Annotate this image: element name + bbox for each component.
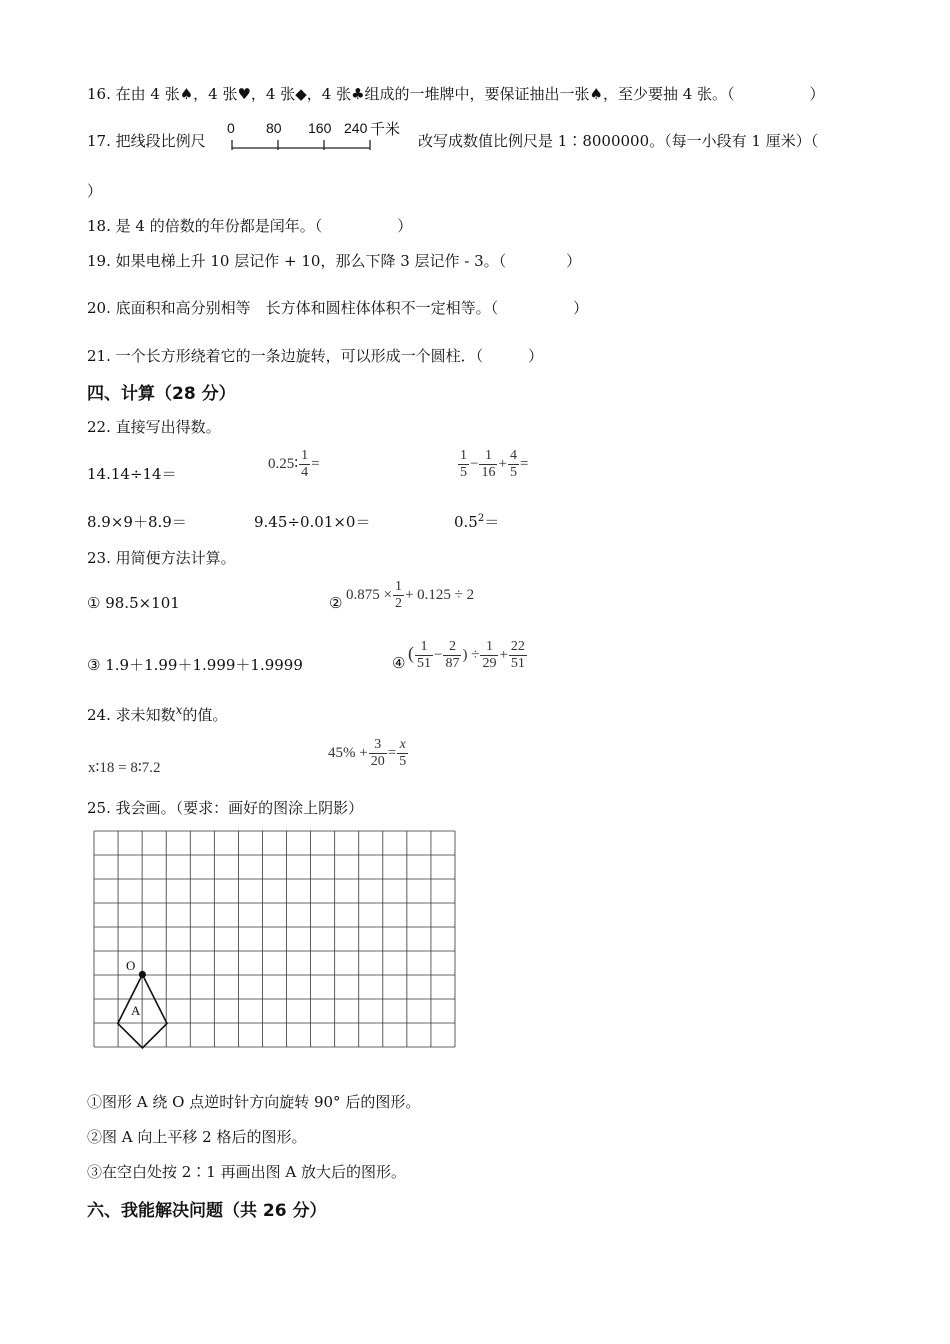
expr-part: = <box>311 456 320 473</box>
expr-part: 0.875 × <box>346 587 392 604</box>
operator: = <box>387 745 397 762</box>
title-part: 24. 求未知数 <box>87 706 176 724</box>
grid-svg <box>93 830 457 1050</box>
scale-tick-label: 80 <box>266 120 282 136</box>
equation-1: x∶18 = 8∶7.2 <box>88 760 161 776</box>
denominator: 29 <box>482 656 497 672</box>
calc-9-45: 9.45÷0.01×0＝ <box>254 513 371 531</box>
numerator: 3 <box>369 737 387 754</box>
denominator: 5 <box>460 465 467 481</box>
numerator: 1 <box>415 639 433 656</box>
grid-lines <box>94 831 455 1047</box>
fraction <box>479 448 497 481</box>
expr-part: 45% + <box>328 745 368 762</box>
expr-part: ＝ <box>484 513 500 531</box>
question-25-title: 25. 我会画。（要求：画好的图涂上阴影） <box>87 799 364 817</box>
bracket: ) ÷ <box>462 647 480 664</box>
calc-fraction-sum <box>457 448 528 481</box>
label-a: A <box>131 1003 141 1018</box>
numerator: 22 <box>509 639 527 656</box>
numerator: 1 <box>480 639 498 656</box>
fraction <box>443 639 461 672</box>
item-23-2-mark: ② <box>329 594 343 612</box>
question-20: 20. 底面积和高分别相等 长方体和圆柱体体积不一定相等。（ ） <box>87 299 589 317</box>
scale-tick-label: 0 <box>227 120 235 136</box>
numerator: 2 <box>443 639 461 656</box>
item-25-1: ①图形 A 绕 O 点逆时针方向旋转 90° 后的图形。 <box>87 1093 421 1111</box>
question-17-prefix: 17. 把线段比例尺 <box>87 132 206 150</box>
item-23-2-expr <box>346 579 474 612</box>
denominator: 51 <box>417 656 431 672</box>
fraction <box>508 448 519 481</box>
bracket: ( <box>408 643 414 664</box>
operator: − <box>434 647 443 664</box>
numerator: 1 <box>458 448 469 465</box>
scale-unit: 千米 <box>370 120 401 138</box>
denominator: 4 <box>301 465 309 481</box>
item-23-3: ③ 1.9＋1.99＋1.999＋1.9999 <box>87 656 303 674</box>
question-19: 19. 如果电梯上升 10 层记作 + 10，那么下降 3 层记作 - 3。（ ） <box>87 252 582 270</box>
numerator: x <box>397 737 408 754</box>
denominator: 16 <box>481 465 496 481</box>
denominator: 20 <box>370 754 385 770</box>
expr-part: = <box>519 456 529 473</box>
drawing-grid <box>93 830 457 1050</box>
expr-part: + 0.125 ÷ 2 <box>404 587 475 604</box>
exponent: 2 <box>477 513 485 524</box>
variable-x: x <box>175 703 183 717</box>
denominator: 5 <box>509 465 517 481</box>
expr-part: 0.5 <box>454 513 478 531</box>
question-17-close: ） <box>87 182 103 200</box>
title-part: 的值。 <box>182 706 228 724</box>
operator: + <box>499 647 508 664</box>
item-23-4-expr <box>408 639 528 672</box>
question-18: 18. 是 4 的倍数的年份都是闰年。（ ） <box>87 217 413 235</box>
label-o: O <box>126 958 136 973</box>
equation-2 <box>328 737 409 770</box>
denominator: 51 <box>510 656 525 672</box>
point-o <box>139 971 146 978</box>
item-23-1: ① 98.5×101 <box>87 594 180 612</box>
question-21: 21. 一个长方形绕着它的一条边旋转，可以形成一个圆柱．（ ） <box>87 347 544 365</box>
expr-part: 0.25∶ <box>268 456 299 473</box>
scale-tick-label: 240 <box>344 120 368 136</box>
question-17-suffix: 改写成数值比例尺是 1∶8000000。（每一小段有 1 厘米）（ <box>418 132 819 150</box>
item-23-4-mark: ④ <box>392 654 406 672</box>
numerator: 1 <box>479 448 497 465</box>
calc-square <box>454 511 499 532</box>
fraction <box>509 639 527 672</box>
operator: + <box>498 456 507 473</box>
denominator: 5 <box>399 754 407 770</box>
operator: − <box>470 456 479 473</box>
item-25-3: ③在空白处按 2∶1 再画出图 A 放大后的图形。 <box>87 1163 406 1181</box>
fraction <box>458 448 469 481</box>
fraction <box>369 737 387 770</box>
fraction <box>393 579 404 612</box>
calc-8-9: 8.9×9＋8.9＝ <box>87 513 187 531</box>
fraction <box>415 639 433 672</box>
numerator: 1 <box>393 579 404 596</box>
calc-14-14: 14.14÷14＝ <box>87 465 177 483</box>
section-6-title: 六、我能解决问题（共 26 分） <box>87 1201 327 1221</box>
denominator: 87 <box>445 656 460 672</box>
question-23-title: 23. 用简便方法计算。 <box>87 549 236 567</box>
fraction <box>480 639 498 672</box>
calc-ratio-quarter <box>268 448 320 481</box>
numerator: 4 <box>508 448 519 465</box>
item-25-2: ②图 A 向上平移 2 格后的图形。 <box>87 1128 307 1146</box>
denominator: 2 <box>394 596 402 612</box>
section-4-title: 四、计算（28 分） <box>87 384 236 404</box>
scale-tick-label: 160 <box>308 120 332 136</box>
fraction <box>299 448 310 481</box>
fraction <box>397 737 408 770</box>
question-24-title <box>87 703 227 725</box>
question-22-title: 22. 直接写出得数。 <box>87 418 221 436</box>
numerator: 1 <box>299 448 310 465</box>
question-16: 16. 在由 4 张♠，4 张♥，4 张◆，4 张♣组成的一堆牌中，要保证抽出一张♠，至少要抽 4 张。（ ） <box>87 85 825 103</box>
